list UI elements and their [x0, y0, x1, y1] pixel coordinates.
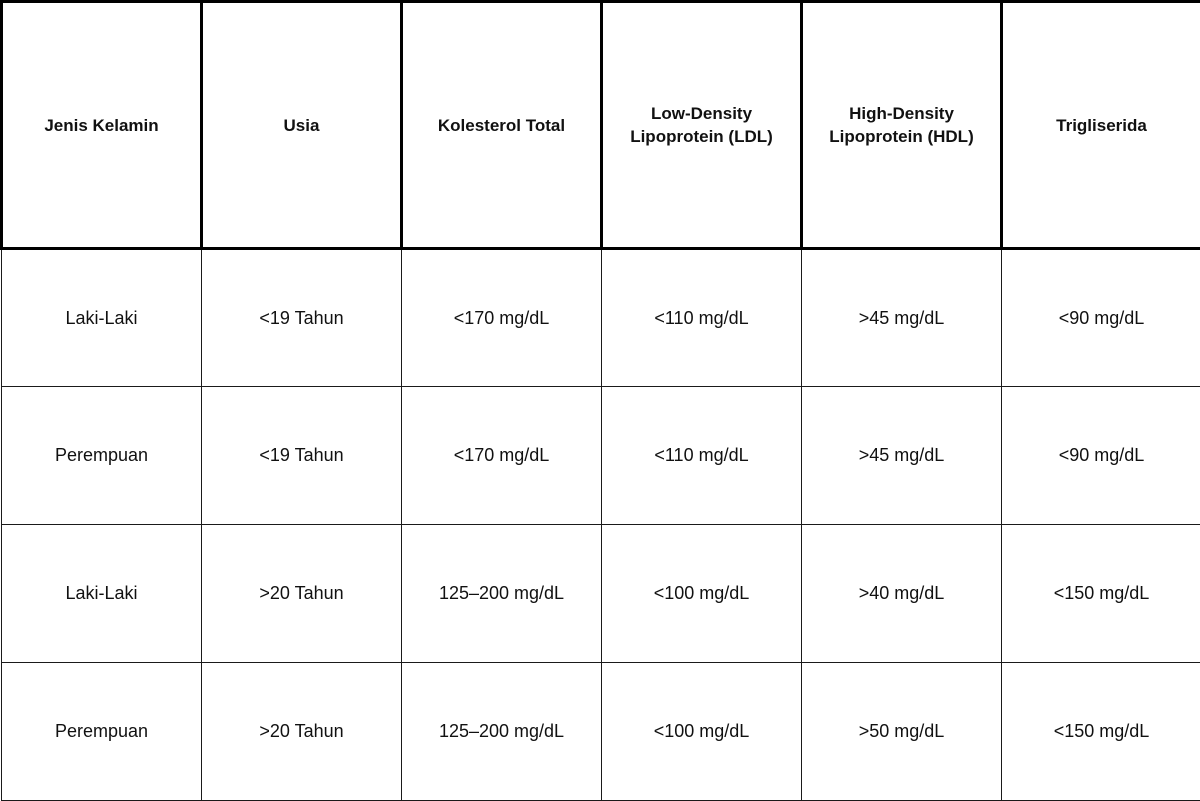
cell-ldl: <110 mg/dL: [602, 387, 802, 525]
cell-kolesterol-total: <170 mg/dL: [402, 387, 602, 525]
cell-jenis-kelamin: Laki-Laki: [2, 525, 202, 663]
header-jenis-kelamin: Jenis Kelamin: [2, 2, 202, 249]
header-ldl: Low-Density Lipoprotein (LDL): [602, 2, 802, 249]
cell-kolesterol-total: 125–200 mg/dL: [402, 663, 602, 801]
table-header: [2, 2, 1200, 249]
cell-kolesterol-total: <170 mg/dL: [402, 249, 602, 387]
cell-usia: >20 Tahun: [202, 525, 402, 663]
header-trigliserida: Trigliserida: [1002, 2, 1200, 249]
cell-usia: <19 Tahun: [202, 387, 402, 525]
cell-trigliserida: <90 mg/dL: [1002, 387, 1200, 525]
cell-jenis-kelamin: Laki-Laki: [2, 249, 202, 387]
cell-ldl: <100 mg/dL: [602, 663, 802, 801]
cell-trigliserida: <150 mg/dL: [1002, 525, 1200, 663]
cell-hdl: >40 mg/dL: [802, 525, 1002, 663]
table-body: [2, 249, 1200, 801]
table-row: [2, 249, 1200, 387]
cell-jenis-kelamin: Perempuan: [2, 663, 202, 801]
cell-usia: <19 Tahun: [202, 249, 402, 387]
header-hdl: High-Density Lipoprotein (HDL): [802, 2, 1002, 249]
cell-jenis-kelamin: Perempuan: [2, 387, 202, 525]
cell-hdl: >45 mg/dL: [802, 249, 1002, 387]
cell-trigliserida: <90 mg/dL: [1002, 249, 1200, 387]
cell-ldl: <100 mg/dL: [602, 525, 802, 663]
header-kolesterol-total: Kolesterol Total: [402, 2, 602, 249]
cell-usia: >20 Tahun: [202, 663, 402, 801]
table-row: [2, 525, 1200, 663]
table-row: [2, 663, 1200, 801]
cell-ldl: <110 mg/dL: [602, 249, 802, 387]
cell-kolesterol-total: 125–200 mg/dL: [402, 525, 602, 663]
table-row: [2, 387, 1200, 525]
header-row: [2, 2, 1200, 249]
header-usia: Usia: [202, 2, 402, 249]
cell-trigliserida: <150 mg/dL: [1002, 663, 1200, 801]
cell-hdl: >50 mg/dL: [802, 663, 1002, 801]
cell-hdl: >45 mg/dL: [802, 387, 1002, 525]
